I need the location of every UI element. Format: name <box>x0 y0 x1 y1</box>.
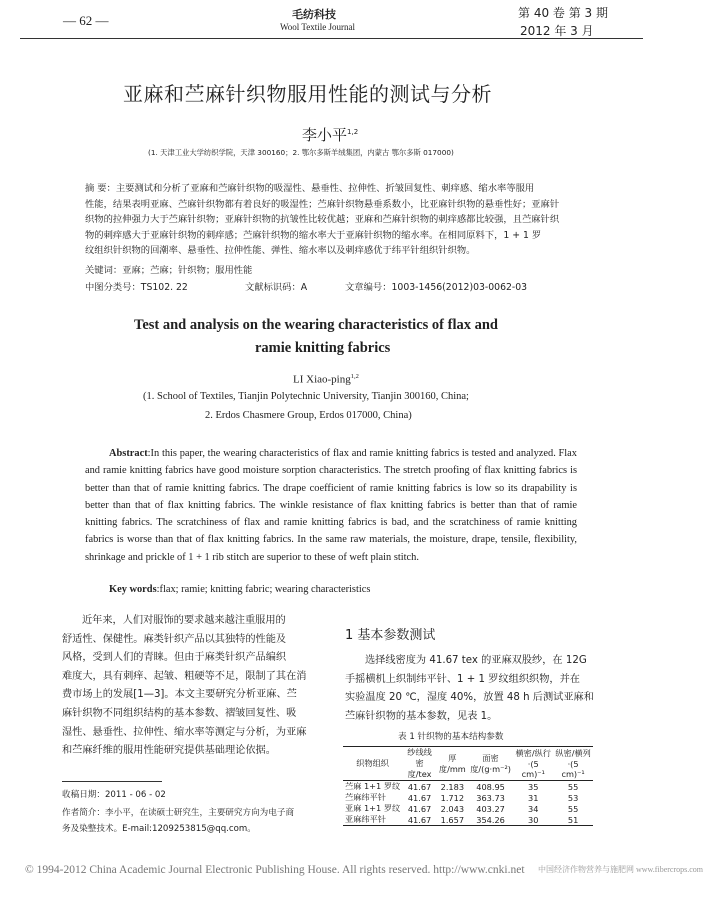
keywords-en <box>109 584 370 595</box>
abstract-cn-line: 织物的拉伸强力大于苎麻针织物；亚麻针织物的抗皱性比较优越；亚麻和苎麻针织物的刺痒感都比较强，且苎麻针织 <box>85 214 560 225</box>
author-intro-line: 务及染整技术。E-mail:1209253815@qq.com。 <box>62 824 256 834</box>
affiliation-cn: (1. 天津工业大学纺织学院，天津 300160；2. 鄂尔多斯羊绒集团，内蒙古 鄂尔多斯 017000) <box>148 148 454 157</box>
table-cell: 2.183 <box>440 781 465 792</box>
table-cell: 41.67 <box>407 792 432 803</box>
table-header-cell: 面密度/(g·m⁻²) <box>470 752 511 774</box>
page-title: 亚麻和苎麻针织物服用性能的测试与分析 <box>123 82 492 106</box>
table-cell: 亚麻纬平针 <box>345 814 386 824</box>
abstract-cn-line: 物的刺痒感大于亚麻针织物的刺痒感；苎麻针织物的缩水率大于亚麻针织物的缩水率。在相同原料下，1 + 1 罗 <box>85 229 542 241</box>
affiliation-en-line2: 2. Erdos Chasmere Group, Erdos 017000, China) <box>205 410 412 421</box>
section-1-title: 1 基本参数测试 <box>345 628 436 643</box>
title-en-line2: ramie knitting fabrics <box>255 340 391 356</box>
copyright-footer <box>0 864 703 884</box>
section-1-line: 苎麻针织物的基本参数，见表 1。 <box>345 710 498 722</box>
author-cn-sup: 1,2 <box>347 128 359 136</box>
author-intro-line: 作者简介：李小平，在读硕士研究生，主要研究方向为电子商 <box>62 808 295 818</box>
author-cn-name: 李小平 <box>302 126 348 144</box>
section-1-line: 实验温度 20 ℃，湿度 40%，放置 48 h 后测试亚麻和 <box>345 692 594 704</box>
table-cell: 41.67 <box>407 814 432 825</box>
table-row <box>343 803 593 814</box>
table-cell: 41.67 <box>407 781 432 792</box>
table-1-caption: 表 1 针织物的基本结构参数 <box>398 732 504 742</box>
table-header-cell: 纱线线密度/tex <box>407 747 432 779</box>
table-cell: 苎麻纬平针 <box>345 792 386 802</box>
copyright-text: © 1994-2012 China Academic Journal Electronic Publishing House. All rights reserved. http://www.cnki.net <box>25 864 525 876</box>
abstract-en-text: :In this paper, the wearing characteristics of flax and ramie knitting fabrics is tested and analyzed. Flax and ramie knitting fabrics have good moisture sorption characteristics. The stretch proofing of flax knitting fabrics is better than that of ramie knitting fabrics. The drape coefficient of ramie knitting fabrics is low so its drapability is better than that of flax knitting fabrics. The winkle resistance of flax knitting fabrics is better than that of ramie knitting fabrics. The scratchiness of flax and ramie knitting fabrics is bad, and the scratchiness of ramie knitting fabrics is worse than that of flax knitting fabrics. In the same raw materials, the moisture, drape, tensile, flexibility, shrinkage and prickle of 1 + 1 rib stitch are superior to these of weft plain stitch. <box>85 448 577 563</box>
intro-line: 湿性、悬垂性、拉伸性、缩水率等测定与分析，为亚麻 <box>62 726 307 738</box>
author-en <box>293 373 359 386</box>
abstract-cn-line: 摘 要：主要测试和分析了亚麻和苎麻针织物的吸湿性、悬垂性、拉伸性、折皱回复性、刺痒感、缩水率等服用 <box>85 183 535 194</box>
intro-line: 费市场上的发展[1—3]。本文主要研究分析亚麻、苎 <box>62 689 297 701</box>
keywords-en-label: Key words <box>109 584 157 595</box>
table-cell: 2.043 <box>440 803 465 814</box>
table-cell: 1.657 <box>440 814 465 825</box>
keywords-en-text: :flax; ramie; knitting fabric; wearing characteristics <box>156 584 371 595</box>
author-en-name: LI Xiao-ping <box>293 373 351 386</box>
table-cell: 363.73 <box>476 792 505 803</box>
table-cell: 35 <box>528 781 539 792</box>
table-cell: 408.95 <box>476 781 505 792</box>
received-date: 收稿日期：2011 - 06 - 02 <box>62 790 166 800</box>
table-header-cell: 织物组织 <box>356 758 389 768</box>
intro-line: 难度大，具有刺痒、起皱、粗硬等不足，限制了其在消 <box>62 670 307 682</box>
watermark-text: 中国经济作物营养与施肥网 www.fibercrops.com <box>538 865 703 874</box>
table-row <box>343 781 593 793</box>
author-cn <box>302 124 358 145</box>
footnote-rule <box>62 781 162 782</box>
abstract-en-label: Abstract <box>109 448 148 459</box>
table-1 <box>343 746 593 826</box>
table-header-cell: 厚度/mm <box>438 752 466 774</box>
table-cell: 354.26 <box>476 814 505 825</box>
keywords-cn: 关键词：亚麻；苎麻；针织物；服用性能 <box>85 265 253 276</box>
abstract-cn <box>85 181 585 259</box>
table-cell: 30 <box>528 814 539 825</box>
table-cell: 51 <box>567 814 579 825</box>
article-number: 文章编号：1003-1456(2012)03-0062-03 <box>345 282 528 293</box>
intro-line: 风格，受到人们的青睐。但由于麻类针织产品编织 <box>62 652 287 664</box>
intro-line: 舒适性、保健性。麻类针织产品以其独特的性能及 <box>62 633 287 645</box>
table-cell: 55 <box>567 781 579 792</box>
abstract-cn-line: 纹组织针织物的回潮率、悬垂性、拉伸性能、弹性、缩水率以及刺痒感优于纬平针组织针织物。 <box>85 245 476 256</box>
section-1-paragraph <box>345 652 610 726</box>
table-cell: 403.27 <box>476 803 505 814</box>
intro-line: 近年来，人们对服饰的要求越来越注重服用的 <box>82 615 286 626</box>
table-row <box>343 792 593 803</box>
table-cell: 1.712 <box>440 792 465 803</box>
affiliation-en-line1: (1. School of Textiles, Tianjin Polytechnic University, Tianjin 300160, China; <box>143 391 469 402</box>
table-cell: 苎麻 1+1 罗纹 <box>345 781 401 791</box>
title-en-line1: Test and analysis on the wearing characteristics of flax and <box>134 317 498 333</box>
table-cell: 31 <box>528 792 539 803</box>
table-cell: 亚麻 1+1 罗纹 <box>345 803 401 813</box>
class-number: 中图分类号：TS102. 22 <box>85 282 188 293</box>
intro-line: 和苎麻纤维的服用性能研究提供基础理论依据。 <box>62 745 276 757</box>
header-rule <box>20 38 643 39</box>
table-cell: 41.67 <box>407 803 432 814</box>
table-cell: 55 <box>567 803 579 814</box>
author-en-sup: 1,2 <box>350 373 359 380</box>
section-1-line: 手摇横机上织制纬平针、1 + 1 罗纹组织织物，并在 <box>345 673 580 685</box>
table-cell: 34 <box>528 803 539 814</box>
section-1-line: 选择线密度为 41.67 tex 的亚麻双股纱，在 12G <box>365 655 587 666</box>
journal-name-en: Wool Textile Journal <box>280 22 355 32</box>
table-header-row <box>343 747 593 781</box>
document-code: 文献标识码：A <box>245 282 308 293</box>
intro-line: 麻针织物不同组织结构的基本参数、褶皱回复性、吸 <box>62 707 297 719</box>
table-header-cell: 横密/纵行·(5 cm)⁻¹ <box>515 748 551 779</box>
issue-date: 2012 年 3 月 <box>520 24 594 38</box>
page-number: — 62 — <box>63 13 109 28</box>
journal-name-cn: 毛纺科技 <box>292 8 336 21</box>
author-intro <box>62 805 294 837</box>
abstract-en <box>85 445 577 566</box>
table-row <box>343 814 593 826</box>
table-cell: 53 <box>567 792 579 803</box>
table-header-cell: 纵密/横列·(5 cm)⁻¹ <box>555 748 591 779</box>
abstract-cn-line: 性能，结果表明亚麻、苎麻针织物都有着良好的吸湿性；苎麻针织物悬垂系数小，比亚麻针织物的悬垂性好；亚麻针 <box>85 198 560 210</box>
intro-paragraph <box>62 612 332 761</box>
volume-issue: 第 40 卷 第 3 期 <box>518 6 608 20</box>
